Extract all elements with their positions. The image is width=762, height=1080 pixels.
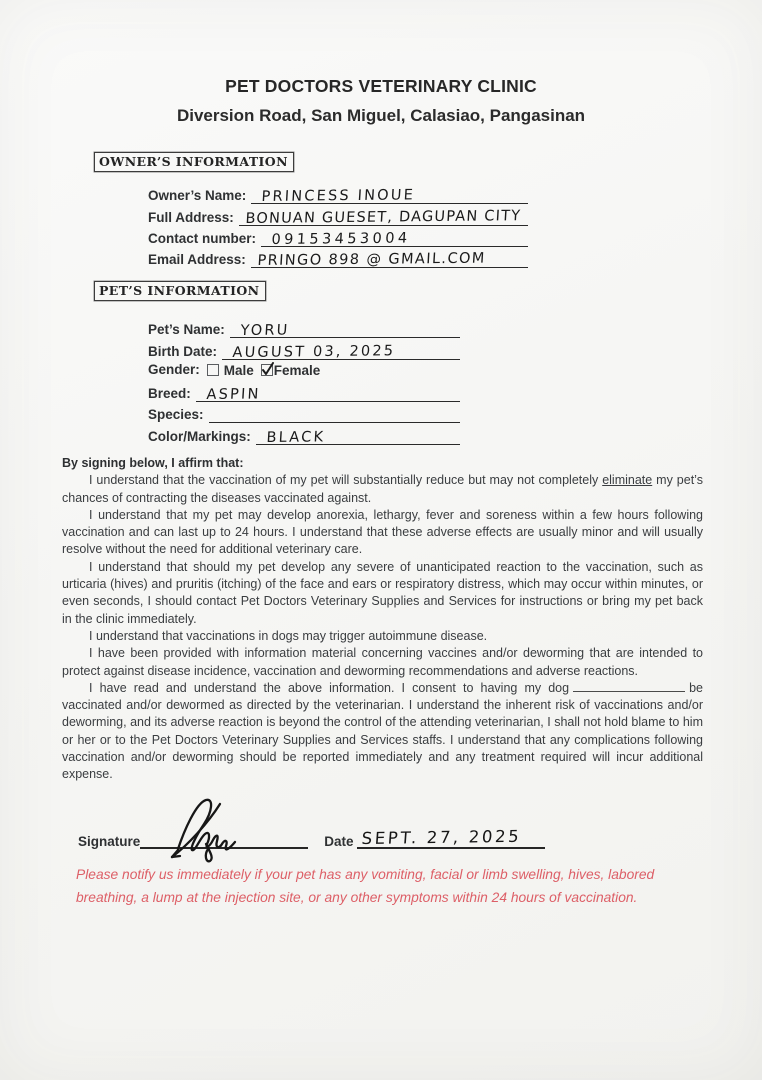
pet-name-line: [230, 320, 460, 338]
full-address-row: [148, 204, 528, 225]
consent-p6-before: I have read and understand the above information. I consent to having my dog: [89, 680, 570, 695]
consent-p1-underlined-word: eliminate: [602, 473, 653, 488]
owner-fields: [148, 183, 528, 268]
gender-row: [148, 360, 460, 381]
pet-fields: [148, 317, 460, 445]
owner-section-title: OWNER’S INFORMATION: [94, 152, 294, 172]
species-line: [209, 405, 460, 423]
birth-date-row: [148, 338, 460, 359]
gender-label: Gender:: [148, 362, 200, 378]
footer-notice-line1: Please notify us immediately if your pet has any vomiting, facial or limb swelling, hives, labored: [76, 867, 655, 882]
contact-number-row: [148, 226, 528, 247]
owner-name-row: [148, 183, 528, 204]
clinic-address: Diversion Road, San Miguel, Calasiao, Pangasinan: [176, 106, 586, 125]
consent-paragraph-5: I have been provided with information material concerning vaccines and/or deworming that are intended to protect against disease incidence, vaccination and deworming recommendations and adverse reactions.: [62, 646, 703, 678]
gender-male-label: Male: [223, 362, 254, 378]
consent-section: [62, 455, 703, 784]
contact-number-label: Contact number:: [148, 230, 256, 246]
signature-label: Signature: [78, 834, 141, 849]
email-address-row: [148, 247, 528, 268]
consent-heading: By signing below, I affirm that:: [62, 456, 244, 470]
clinic-name: PET DOCTORS VETERINARY CLINIC: [225, 76, 537, 96]
consent-paragraph-6: [62, 680, 703, 784]
consent-paragraph-2: I understand that my pet may develop anorexia, lethargy, fever and soreness within a few hours following vaccination and can last up to 24 hours. I understand that these adverse effects are usually minor and will usually resolve without the need for additional veterinary care.: [62, 507, 703, 557]
dog-name-blank: [573, 680, 685, 692]
consent-paragraph-4: I understand that vaccinations in dogs may trigger autoimmune disease.: [89, 628, 488, 643]
color-markings-label: Color/Markings:: [148, 428, 251, 444]
owner-name-value: PRINCESS INOUE: [261, 187, 416, 206]
contact-number-line: [261, 229, 528, 247]
owner-name-line: [251, 186, 528, 204]
color-markings-line: [256, 427, 460, 445]
breed-value: ASPIN: [205, 386, 261, 404]
pet-name-row: [148, 317, 460, 338]
consent-p6-after: be vaccinated and/or dewormed as directed by the veterinarian. I understand the inherent risk of vaccinations and/or deworming, and its adverse reaction is beyond the control of the attending veterinarian, I shall not hold blame to him or her or to the Pet Doctors Veterinary Supplies and Services staffs. I understand that any complications following vaccination and/or deworming should be reported immediately and any treatment required will incur additional expense.: [62, 680, 703, 782]
signature-scribble: [160, 795, 244, 867]
pet-name-value: YORU: [239, 322, 290, 340]
breed-label: Breed:: [148, 386, 191, 402]
breed-line: [196, 384, 460, 402]
gender-female-label: Female: [273, 362, 321, 378]
date-label: Date: [324, 834, 354, 849]
breed-row: [148, 381, 460, 402]
full-address-line: [239, 208, 528, 226]
date-line: [357, 826, 545, 849]
date-value: SEPT. 27, 2025: [360, 826, 522, 848]
email-address-line: [251, 250, 528, 268]
birth-date-line: [222, 342, 460, 360]
birth-date-value: AUGUST 03, 2025: [232, 342, 396, 361]
male-checkbox: [207, 364, 219, 376]
pet-section-title: PET’S INFORMATION: [94, 281, 266, 301]
email-address-label: Email Address:: [148, 252, 246, 268]
species-label: Species:: [148, 407, 204, 423]
contact-number-value: 09153453004: [271, 230, 411, 248]
birth-date-label: Birth Date:: [148, 343, 218, 359]
color-markings-value: BLACK: [265, 429, 326, 446]
footer-notice-line2: breathing, a lump at the injection site, or any other symptoms within 24 hours of vaccination.: [76, 889, 638, 905]
female-checkbox: [261, 364, 273, 376]
full-address-value: BONUAN GUESET, DAGUPAN CITY: [244, 207, 522, 227]
consent-paragraph-1: [62, 472, 703, 507]
clinic-header: [0, 76, 762, 126]
owner-name-label: Owner’s Name:: [148, 188, 247, 204]
color-markings-row: [148, 423, 460, 444]
species-row: [148, 402, 460, 423]
email-address-value: PRINGO 898 @ GMAIL.COM: [256, 250, 486, 270]
checkmark-icon: [260, 360, 276, 378]
consent-p1-after: my pet’s chances of contracting the diseases vaccinated against.: [62, 473, 703, 505]
full-address-label: Full Address:: [148, 209, 234, 225]
consent-p1-before: I understand that the vaccination of my pet will substantially reduce but may not completely: [89, 473, 603, 488]
pet-name-label: Pet’s Name:: [148, 322, 225, 338]
footer-notice: [76, 864, 726, 909]
consent-paragraph-3: I understand that should my pet develop any severe of unanticipated reaction to the vaccination, such as urticaria (hives) and pruritis (itching) of the face and ears or respiratory distress, which may occur within minutes, or even seconds, I should contact Pet Doctors Veterinary Supplies and Services for instructions or bring my pet back in the clinic immediately.: [62, 559, 703, 626]
